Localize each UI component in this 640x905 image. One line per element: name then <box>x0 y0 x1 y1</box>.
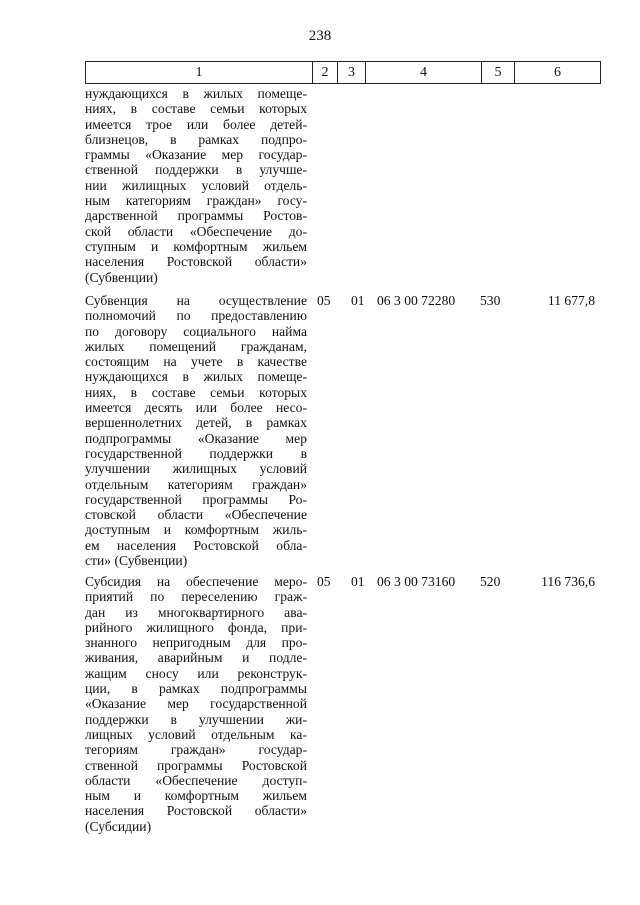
description-line: полномочий по предоставлению <box>85 308 307 324</box>
header-cell-2: 2 <box>313 62 338 83</box>
description-line: приятий по переселению граж- <box>85 589 307 605</box>
description-line: состоящим на учете в качестве <box>85 354 307 370</box>
description-line: лищных условий отдельным ка- <box>85 726 307 742</box>
description-line: ниях, в составе семьи которых <box>85 101 307 117</box>
row-description <box>85 293 307 568</box>
description-line: подпрограммы «Оказание мер <box>85 430 307 446</box>
description-line: граммы «Оказание мер государ- <box>85 147 307 163</box>
description-line: «Оказание мер государственной <box>85 696 307 712</box>
subsection-code: 01 <box>351 293 365 308</box>
description-line: государственной поддержки в <box>85 445 307 461</box>
description-line: населения Ростовской области» <box>85 803 307 819</box>
description-line: населения Ростовской области» <box>85 254 307 270</box>
amount: 116 736,6 <box>541 574 595 589</box>
description-line: стовской области «Обеспечение <box>85 507 307 523</box>
table-row <box>85 574 601 834</box>
target-article-code: 06 3 00 72280 <box>377 293 456 308</box>
expense-type-code: 530 <box>480 293 501 308</box>
section-code: 05 <box>317 293 331 308</box>
description-line: Субсидия на обеспечение меро- <box>85 574 307 589</box>
target-article-code: 06 3 00 73160 <box>377 574 456 589</box>
description-line: нии жилищных условий отдель- <box>85 177 307 193</box>
page-number: 238 <box>308 28 332 44</box>
description-line: имеется трое или более детей- <box>85 116 307 132</box>
description-line: ным и комфортным жильем <box>85 788 307 804</box>
header-cell-1: 1 <box>86 62 313 83</box>
description-line: нуждающихся в жилых помеще- <box>85 86 307 101</box>
description-line: улучшении жилищных условий <box>85 461 307 477</box>
description-line: ственной программы Ростовской <box>85 757 307 773</box>
description-line: ственной поддержки в улучше- <box>85 162 307 178</box>
description-line: ным категориям граждан» госу- <box>85 193 307 209</box>
description-line: отдельным категориям граждан» <box>85 476 307 492</box>
description-line: поддержки в улучшении жи- <box>85 711 307 727</box>
description-line: ской области «Обеспечение до- <box>85 223 307 239</box>
description-line: рийного жилищного фонда, при- <box>85 619 307 635</box>
description-line: имеется десять или более несо- <box>85 400 307 416</box>
subsection-code: 01 <box>351 574 365 589</box>
header-cell-3: 3 <box>338 62 366 83</box>
description-line: государственной программы Ро- <box>85 491 307 507</box>
section-code: 05 <box>317 574 331 589</box>
expense-type-code: 520 <box>480 574 501 589</box>
header-cell-5: 5 <box>482 62 515 83</box>
description-line: области «Обеспечение доступ- <box>85 772 307 788</box>
description-line: нуждающихся в жилых помеще- <box>85 369 307 385</box>
row-description <box>85 86 307 285</box>
row-description <box>85 574 307 834</box>
description-line: знанного непригодным для про- <box>85 635 307 651</box>
description-line: по договору социального найма <box>85 323 307 339</box>
description-line: жилых помещений гражданам, <box>85 338 307 354</box>
description-line: ем населения Ростовской обла- <box>85 537 307 553</box>
description-line: ции, в рамках подпрограммы <box>85 681 307 697</box>
header-cell-6: 6 <box>554 65 561 80</box>
description-line: доступным и комфортным жиль- <box>85 522 307 538</box>
header-cell-4: 4 <box>366 62 482 83</box>
description-line: дан из многоквартирного ава- <box>85 604 307 620</box>
description-line: (Субвенции) <box>85 269 158 285</box>
description-line: (Субсидии) <box>85 818 152 834</box>
table-row <box>85 293 601 568</box>
description-line: вершеннолетних детей, в рамках <box>85 415 307 431</box>
description-line: тегориям граждан» государ- <box>85 742 307 758</box>
description-line: близнецов, в рамках подпро- <box>85 131 307 147</box>
description-line: ниях, в составе семьи которых <box>85 384 307 400</box>
description-line: ступным и комфортным жильем <box>85 238 307 254</box>
table-row <box>85 86 601 285</box>
description-line: Субвенция на осуществление <box>85 293 307 308</box>
description-line: живания, аварийным и подле- <box>85 650 307 666</box>
description-line: жащим сносу или реконструк- <box>85 665 307 681</box>
table-header-row <box>85 61 601 84</box>
description-line: дарственной программы Ростов- <box>85 208 307 224</box>
description-line: сти» (Субвенции) <box>85 553 188 569</box>
amount: 11 677,8 <box>547 293 595 308</box>
